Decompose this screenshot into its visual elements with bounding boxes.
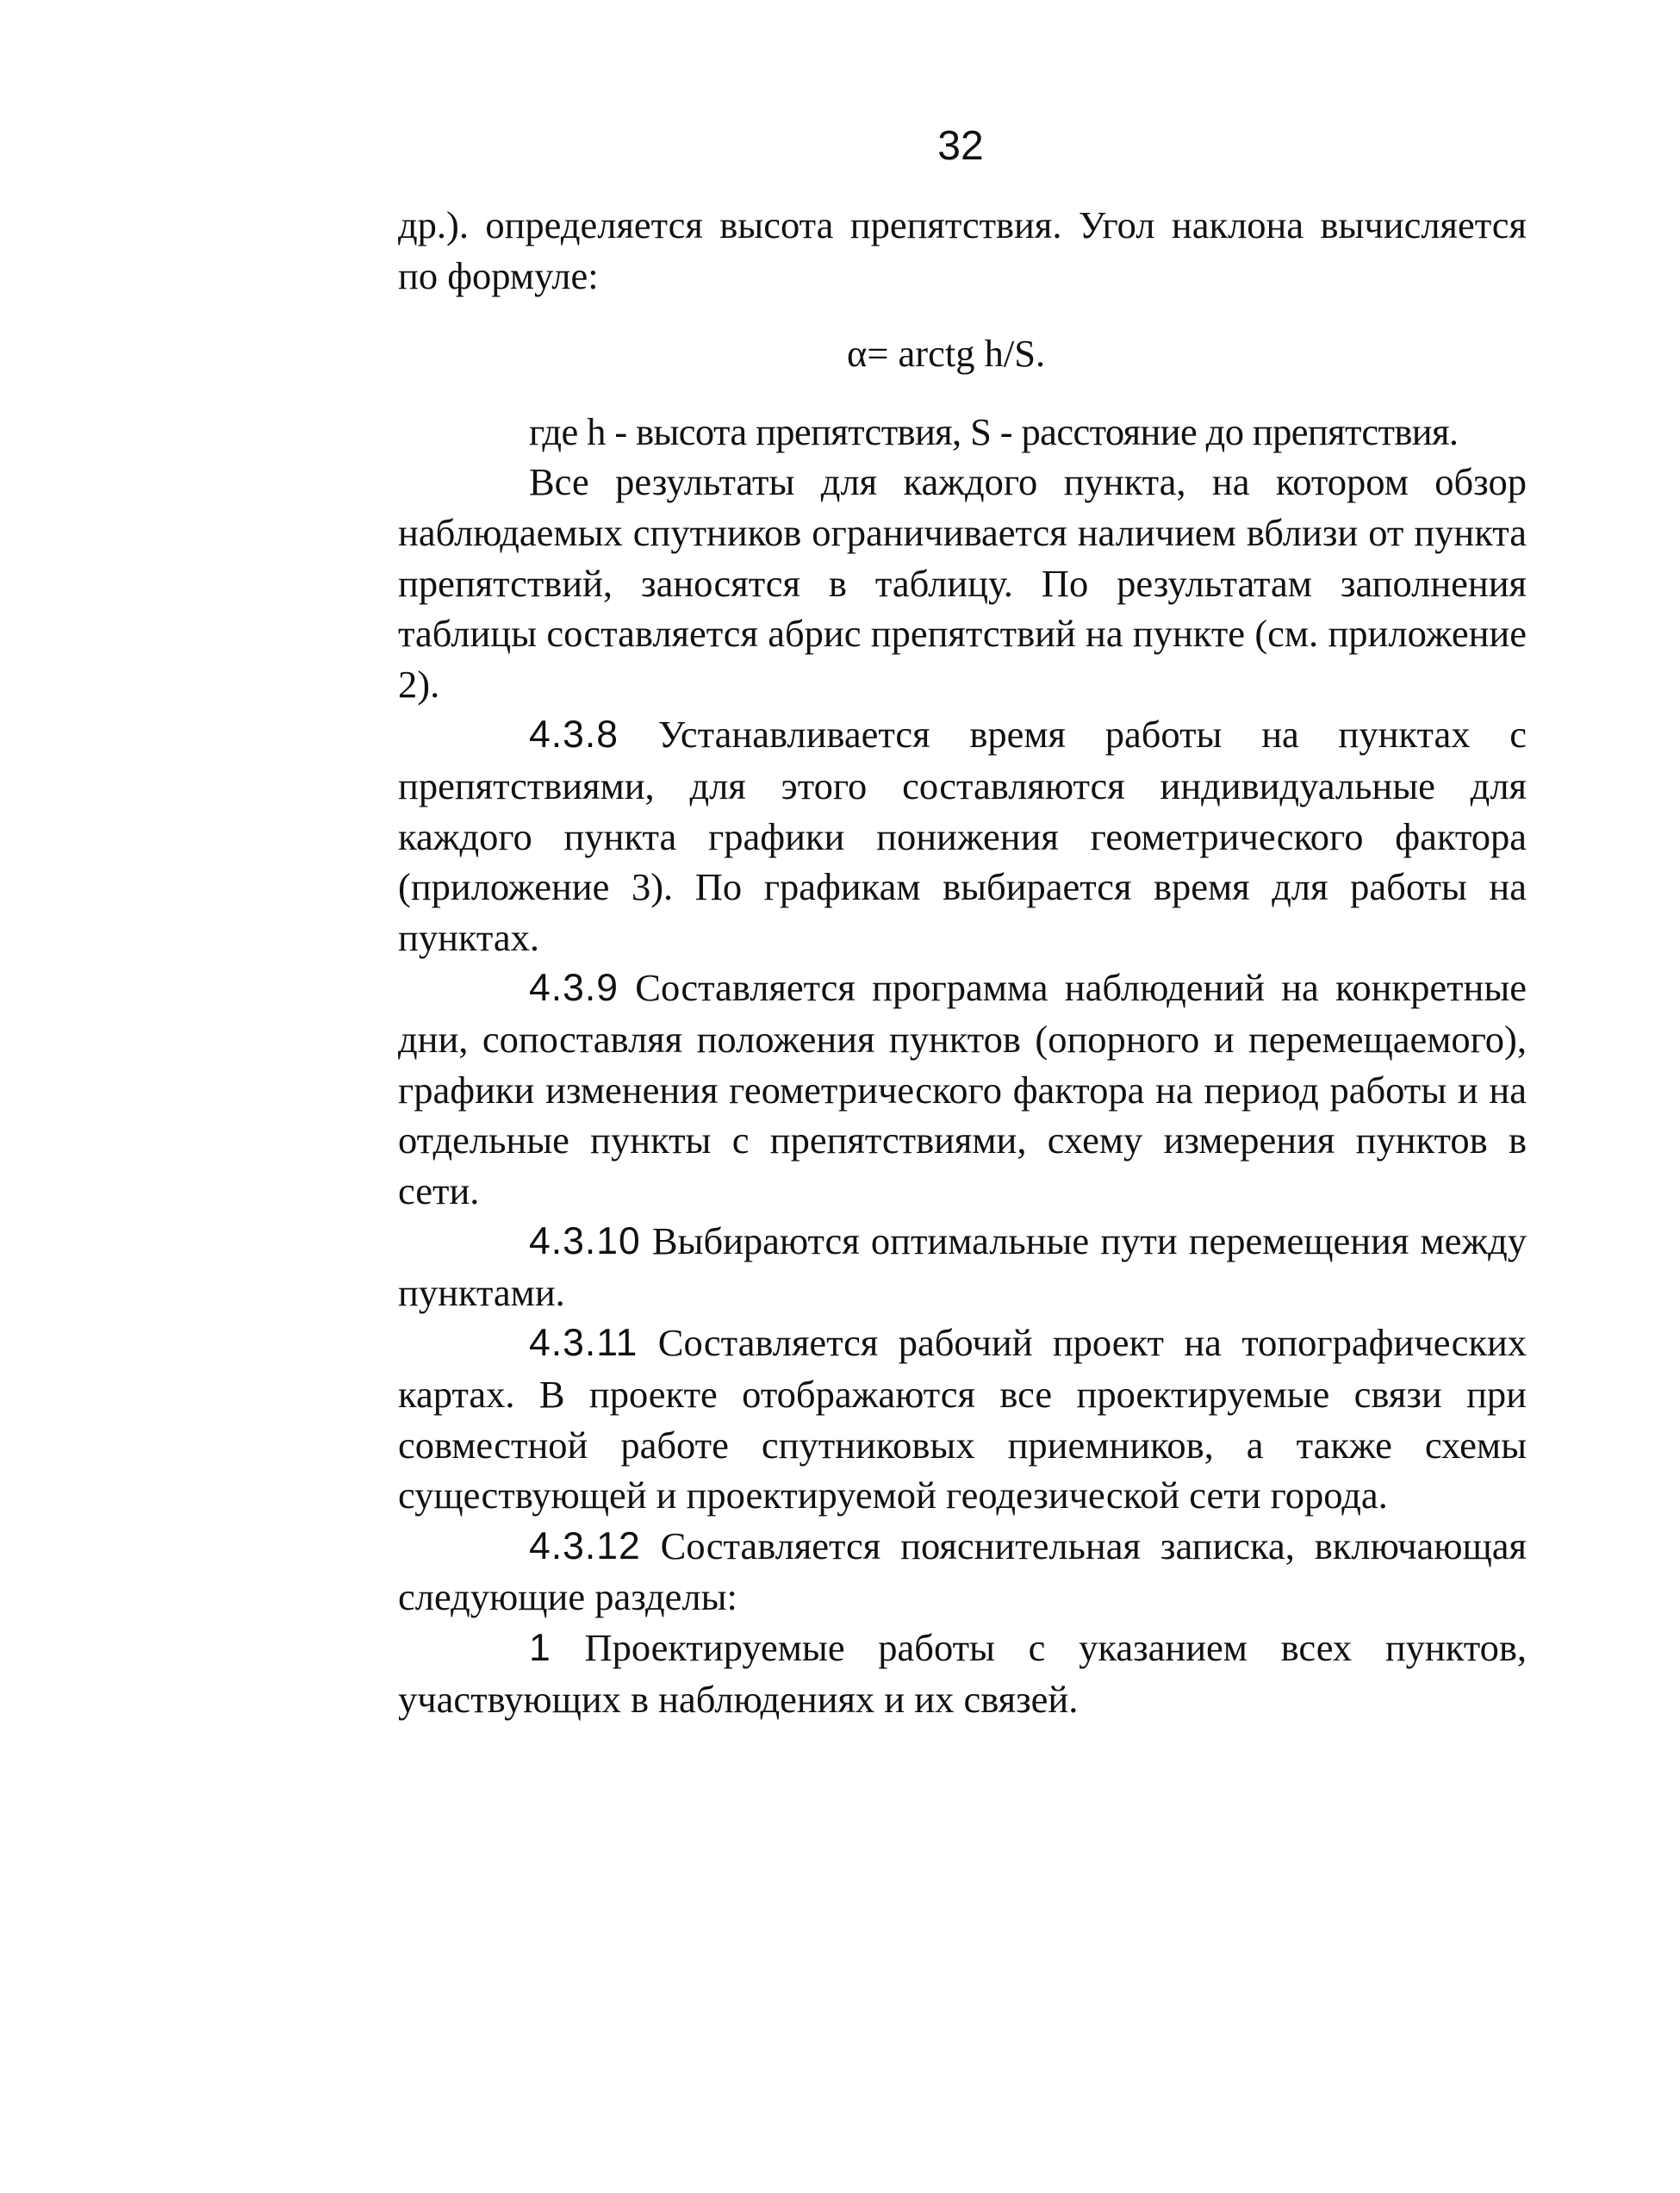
- section-text: Составляется программа наблюдений на конкретные дни, сопоставляя положения пунктов (опорного и перемещаемого), графики изменения геометрического фактора на период работы и на отдельные пункты с препятствиями, схему измерения пунктов в сети.: [398, 966, 1528, 1212]
- section-text: Выбираются оптимальные пути перемещения между пунктами.: [398, 1219, 1527, 1314]
- section-4-3-9: [398, 963, 1527, 1216]
- list-item-number: 1: [529, 1627, 551, 1670]
- section-text: Составляется пояснительная записка, включающая следующие разделы:: [398, 1523, 1527, 1619]
- section-number: 4.3.12: [529, 1524, 641, 1567]
- section-text: Составляется рабочий проект на топографических картах. В проекте отображаются все проектируемые связи при совместной работе спутниковых приемников, а также схемы существующей и проектируемой геодезической сети города.: [398, 1321, 1528, 1517]
- section-4-3-11: [398, 1318, 1527, 1520]
- page-number: 32: [937, 123, 984, 169]
- section-number: 4.3.8: [529, 713, 619, 757]
- section-number: 4.3.11: [529, 1322, 638, 1365]
- list-item-1: [398, 1623, 1527, 1724]
- section-text: Устанавливается время работы на пунктах с препятствиями, для этого составляются индивидуальные для каждого пункта графики понижения геометрического фактора (приложение 3). По графикам выбирается время для работы на пунктах.: [398, 713, 1527, 959]
- body-text: [398, 200, 1527, 1724]
- list-item-text: Проектируемые работы с указанием всех пунктов, участвующих в наблюдениях и их связей.: [398, 1626, 1528, 1721]
- paragraph-continuation: др.). определяется высота препятствия. Угол наклона вычисляется по формуле:: [398, 203, 1527, 297]
- section-number: 4.3.9: [529, 967, 619, 1010]
- section-4-3-8: [398, 709, 1527, 963]
- formula: α= arctg h/S.: [847, 332, 1046, 376]
- section-4-3-12: [398, 1521, 1527, 1623]
- section-number: 4.3.10: [529, 1220, 641, 1263]
- formula-legend: где h - высота препятствия, S - расстояние до препятствия.: [529, 409, 1459, 453]
- section-4-3-10: [398, 1216, 1527, 1318]
- paragraph-results: Все результаты для каждого пункта, на котором обзор наблюдаемых спутников ограничивается наличием вблизи от пункта препятствий, заносятся в таблицу. По результатам заполнения таблицы составляется абрис препятствий на пункте (см. приложение 2).: [398, 460, 1527, 706]
